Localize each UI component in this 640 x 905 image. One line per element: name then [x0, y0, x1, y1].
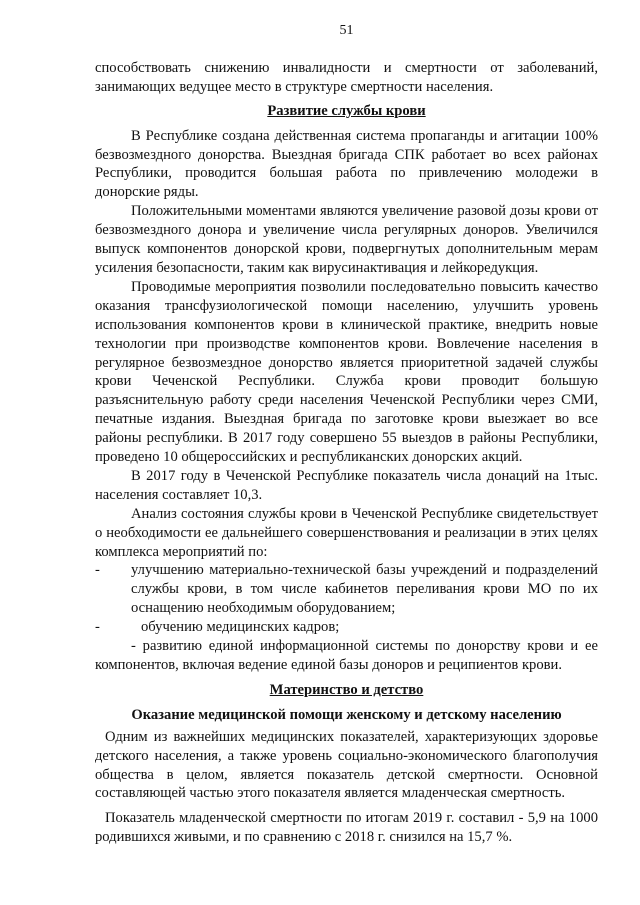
list-item: - развитию единой информационной системы по донорству крови и ее компонентов, включая ведение единой базы доноров и реципиентов крови.	[95, 638, 598, 673]
paragraph: Одним из важнейших медицинских показателей, характеризующих здоровье детского населения, а также уровень социально-экономического благополучия общества в целом, является показатель детской смертности. Основной составляющей частью этого показателя является младенческая смертность.	[95, 728, 598, 802]
list-item	[95, 561, 598, 618]
paragraph: Анализ состояния службы крови в Чеченской Республике свидетельствует о необходимости ее дальнейшего совершенствования и реализации в этих целях комплекса мероприятий по:	[95, 505, 598, 560]
paragraph: В Республике создана действенная система пропаганды и агитации 100% безвозмездного донорства. Выездная бригада СПК работает во всех районах Республики, проводится большая работа по привлечению молодежи в донорские ряды.	[95, 127, 598, 201]
subsection-heading: Оказание медицинской помощи женскому и детскому населению	[131, 706, 562, 723]
list-item	[95, 618, 598, 637]
paragraph-intro-continuation: способствовать снижению инвалидности и смертности от заболеваний, занимающих ведущее место в структуре смертности населения.	[95, 59, 598, 95]
list-item-text: обучению медицинских кадров;	[141, 619, 340, 636]
paragraph: Показатель младенческой смертности по итогам 2019 г. составил - 5,9 на 1000 родившихся живыми, и по сравнению с 2018 г. снизился на 15,7 %.	[95, 810, 598, 846]
list-item-text: улучшению материально-технической базы учреждений и подразделений службы крови, в том числе кабинетов переливания крови МО по их оснащению необходимым оборудованием;	[131, 562, 598, 617]
paragraph: Положительными моментами являются увеличение разовой дозы крови от безвозмездного донора и увеличение числа регулярных доноров. Увеличился выпуск компонентов донорской крови, подвергнутых дополнительным мерам усиления безопасности, таким как вирусинактивация и лейкоредукция.	[95, 203, 598, 276]
list-marker: -	[95, 619, 100, 636]
paragraph: В 2017 году в Чеченской Республике показатель числа донаций на 1тыс. населения составляет 10,3.	[95, 467, 598, 503]
section-heading-maternity: Материнство и детство	[269, 681, 424, 698]
paragraph: Проводимые мероприятия позволили последовательно повысить качество оказания трансфузиологической помощи населению, улучшить уровень использования компонентов крови в клинической практике, внедрить новые технологии при производстве компонентов крови. Вовлечение населения в регулярное безвозмездное донорство является приоритетной задачей службы крови Чеченской Республики. Служба крови проводит большую разъяснительную работу среди населения Чеченской Республики через СМИ, печатные издания. Выездная бригада по заготовке крови выезжает во все районы республики. В 2017 году совершено 55 выездов в районы Республики, проведено 10 общероссийских и республиканских донорских акций.	[95, 278, 598, 466]
page-number: 51	[339, 23, 354, 38]
section-heading-blood-service: Развитие службы крови	[267, 102, 426, 119]
document-page	[95, 22, 598, 847]
list-marker: -	[95, 562, 100, 579]
